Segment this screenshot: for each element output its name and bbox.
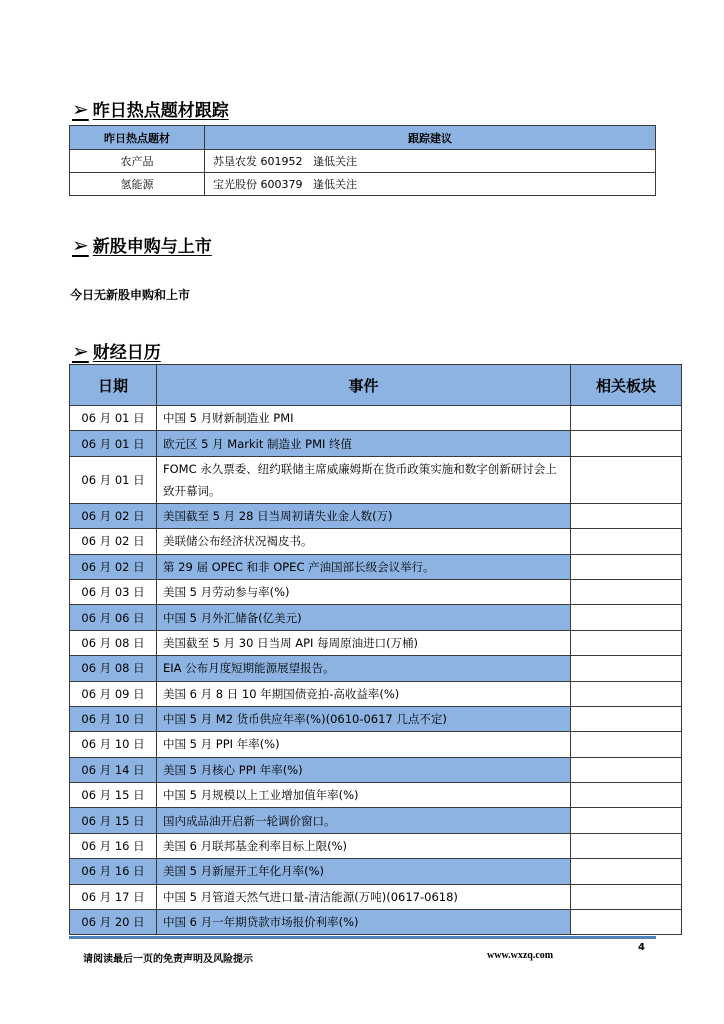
sector-cell bbox=[571, 884, 682, 909]
table-row bbox=[70, 732, 682, 757]
table-row bbox=[70, 656, 682, 681]
sector-cell bbox=[571, 859, 682, 884]
sector-cell bbox=[571, 808, 682, 833]
arrow-right-icon: ➢ bbox=[72, 232, 89, 257]
event-cell: 中国 5 月财新制造业 PMI bbox=[157, 406, 571, 431]
table-row bbox=[70, 833, 682, 858]
column-header-event: 事件 bbox=[157, 365, 571, 406]
table-row bbox=[70, 173, 656, 196]
table-row bbox=[70, 579, 682, 604]
sector-cell bbox=[571, 554, 682, 579]
event-cell: 美国截至 5 月 30 日当周 API 每周原油进口(万桶) bbox=[157, 630, 571, 655]
topic-cell: 农产品 bbox=[70, 150, 205, 173]
event-cell: 中国 6 月一年期贷款市场报价利率(%) bbox=[157, 910, 571, 935]
table-row bbox=[70, 150, 656, 173]
event-cell: 美国 6 月联邦基金利率目标上限(%) bbox=[157, 833, 571, 858]
disclaimer-text: 请阅读最后一页的免责声明及风险提示 bbox=[83, 954, 253, 965]
arrow-right-icon: ➢ bbox=[72, 96, 89, 121]
sector-cell bbox=[571, 431, 682, 456]
date-cell: 06 月 08 日 bbox=[70, 656, 157, 681]
table-row bbox=[70, 910, 682, 935]
table-row bbox=[70, 884, 682, 909]
arrow-right-icon: ➢ bbox=[72, 338, 89, 363]
sector-cell bbox=[571, 910, 682, 935]
event-cell: 中国 5 月管道天然气进口量-清洁能源(万吨)(0617-0618) bbox=[157, 884, 571, 909]
event-cell: 国内成品油开启新一轮调价窗口。 bbox=[157, 808, 571, 833]
table-row bbox=[70, 529, 682, 554]
event-cell: 美联储公布经济状况褐皮书。 bbox=[157, 529, 571, 554]
date-cell: 06 月 02 日 bbox=[70, 554, 157, 579]
event-cell: 美国截至 5 月 28 日当周初请失业金人数(万) bbox=[157, 503, 571, 528]
sector-cell bbox=[571, 456, 682, 503]
sector-cell bbox=[571, 706, 682, 731]
sector-cell bbox=[571, 681, 682, 706]
column-header-sector: 相关板块 bbox=[571, 365, 682, 406]
column-header: 跟踪建议 bbox=[205, 126, 656, 150]
date-cell: 06 月 02 日 bbox=[70, 529, 157, 554]
date-cell: 06 月 16 日 bbox=[70, 833, 157, 858]
table-row bbox=[70, 859, 682, 884]
calendar-table bbox=[69, 364, 682, 935]
sector-cell bbox=[571, 529, 682, 554]
date-cell: 06 月 02 日 bbox=[70, 503, 157, 528]
table-row bbox=[70, 605, 682, 630]
topic-cell: 氢能源 bbox=[70, 173, 205, 196]
date-cell: 06 月 06 日 bbox=[70, 605, 157, 630]
table-row bbox=[70, 554, 682, 579]
date-cell: 06 月 16 日 bbox=[70, 859, 157, 884]
advice-cell: 苏垦农发 601952 逢低关注 bbox=[205, 150, 656, 173]
event-cell: 中国 5 月 M2 货币供应年率(%)(0610-0617 几点不定) bbox=[157, 706, 571, 731]
table-row bbox=[70, 808, 682, 833]
advice-cell: 宝光股份 600379 逢低关注 bbox=[205, 173, 656, 196]
sector-cell bbox=[571, 503, 682, 528]
sector-cell bbox=[571, 783, 682, 808]
calendar-title: ➢ 财经日历 bbox=[72, 338, 161, 363]
event-cell: EIA 公布月度短期能源展望报告。 bbox=[157, 656, 571, 681]
table-header-row bbox=[70, 365, 682, 406]
sector-cell bbox=[571, 757, 682, 782]
date-cell: 06 月 08 日 bbox=[70, 630, 157, 655]
sector-cell bbox=[571, 605, 682, 630]
event-cell: 第 29 届 OPEC 和非 OPEC 产油国部长级会议举行。 bbox=[157, 554, 571, 579]
date-cell: 06 月 17 日 bbox=[70, 884, 157, 909]
column-header: 昨日热点题材 bbox=[70, 126, 205, 150]
event-cell: 欧元区 5 月 Markit 制造业 PMI 终值 bbox=[157, 431, 571, 456]
event-cell: 美国 5 月新屋开工年化月率(%) bbox=[157, 859, 571, 884]
table-row bbox=[70, 456, 682, 503]
event-cell: 美国 6 月 8 日 10 年期国债竞拍-高收益率(%) bbox=[157, 681, 571, 706]
sector-cell bbox=[571, 406, 682, 431]
date-cell: 06 月 01 日 bbox=[70, 431, 157, 456]
hot-topics-table bbox=[69, 125, 656, 196]
event-cell: 中国 5 月外汇储备(亿美元) bbox=[157, 605, 571, 630]
website-link[interactable]: www.wxzq.com bbox=[487, 950, 554, 961]
ipo-title: ➢ 新股申购与上市 bbox=[72, 232, 212, 257]
date-cell: 06 月 01 日 bbox=[70, 406, 157, 431]
event-cell: 中国 5 月 PPI 年率(%) bbox=[157, 732, 571, 757]
date-cell: 06 月 15 日 bbox=[70, 783, 157, 808]
table-row bbox=[70, 783, 682, 808]
table-row bbox=[70, 406, 682, 431]
sector-cell bbox=[571, 732, 682, 757]
table-row bbox=[70, 757, 682, 782]
date-cell: 06 月 01 日 bbox=[70, 456, 157, 503]
sector-cell bbox=[571, 656, 682, 681]
table-row bbox=[70, 431, 682, 456]
date-cell: 06 月 09 日 bbox=[70, 681, 157, 706]
table-row bbox=[70, 503, 682, 528]
date-cell: 06 月 20 日 bbox=[70, 910, 157, 935]
event-cell: 美国 5 月劳动参与率(%) bbox=[157, 579, 571, 604]
date-cell: 06 月 15 日 bbox=[70, 808, 157, 833]
event-cell: FOMC 永久票委、纽约联储主席威廉姆斯在货币政策实施和数字创新研讨会上致开幕词。 bbox=[157, 456, 571, 503]
date-cell: 06 月 03 日 bbox=[70, 579, 157, 604]
ipo-note: 今日无新股申购和上市 bbox=[70, 288, 191, 302]
sector-cell bbox=[571, 630, 682, 655]
event-cell: 美国 5 月核心 PPI 年率(%) bbox=[157, 757, 571, 782]
table-row bbox=[70, 630, 682, 655]
table-row bbox=[70, 681, 682, 706]
sector-cell bbox=[571, 579, 682, 604]
footer-divider bbox=[69, 936, 656, 939]
table-row bbox=[70, 706, 682, 731]
column-header-date: 日期 bbox=[70, 365, 157, 406]
date-cell: 06 月 14 日 bbox=[70, 757, 157, 782]
page-number: 4 bbox=[638, 942, 645, 953]
sector-cell bbox=[571, 833, 682, 858]
event-cell: 中国 5 月规模以上工业增加值年率(%) bbox=[157, 783, 571, 808]
table-header-row bbox=[70, 126, 656, 150]
hot-topics-title: ➢ 昨日热点题材跟踪 bbox=[72, 96, 229, 121]
date-cell: 06 月 10 日 bbox=[70, 706, 157, 731]
date-cell: 06 月 10 日 bbox=[70, 732, 157, 757]
